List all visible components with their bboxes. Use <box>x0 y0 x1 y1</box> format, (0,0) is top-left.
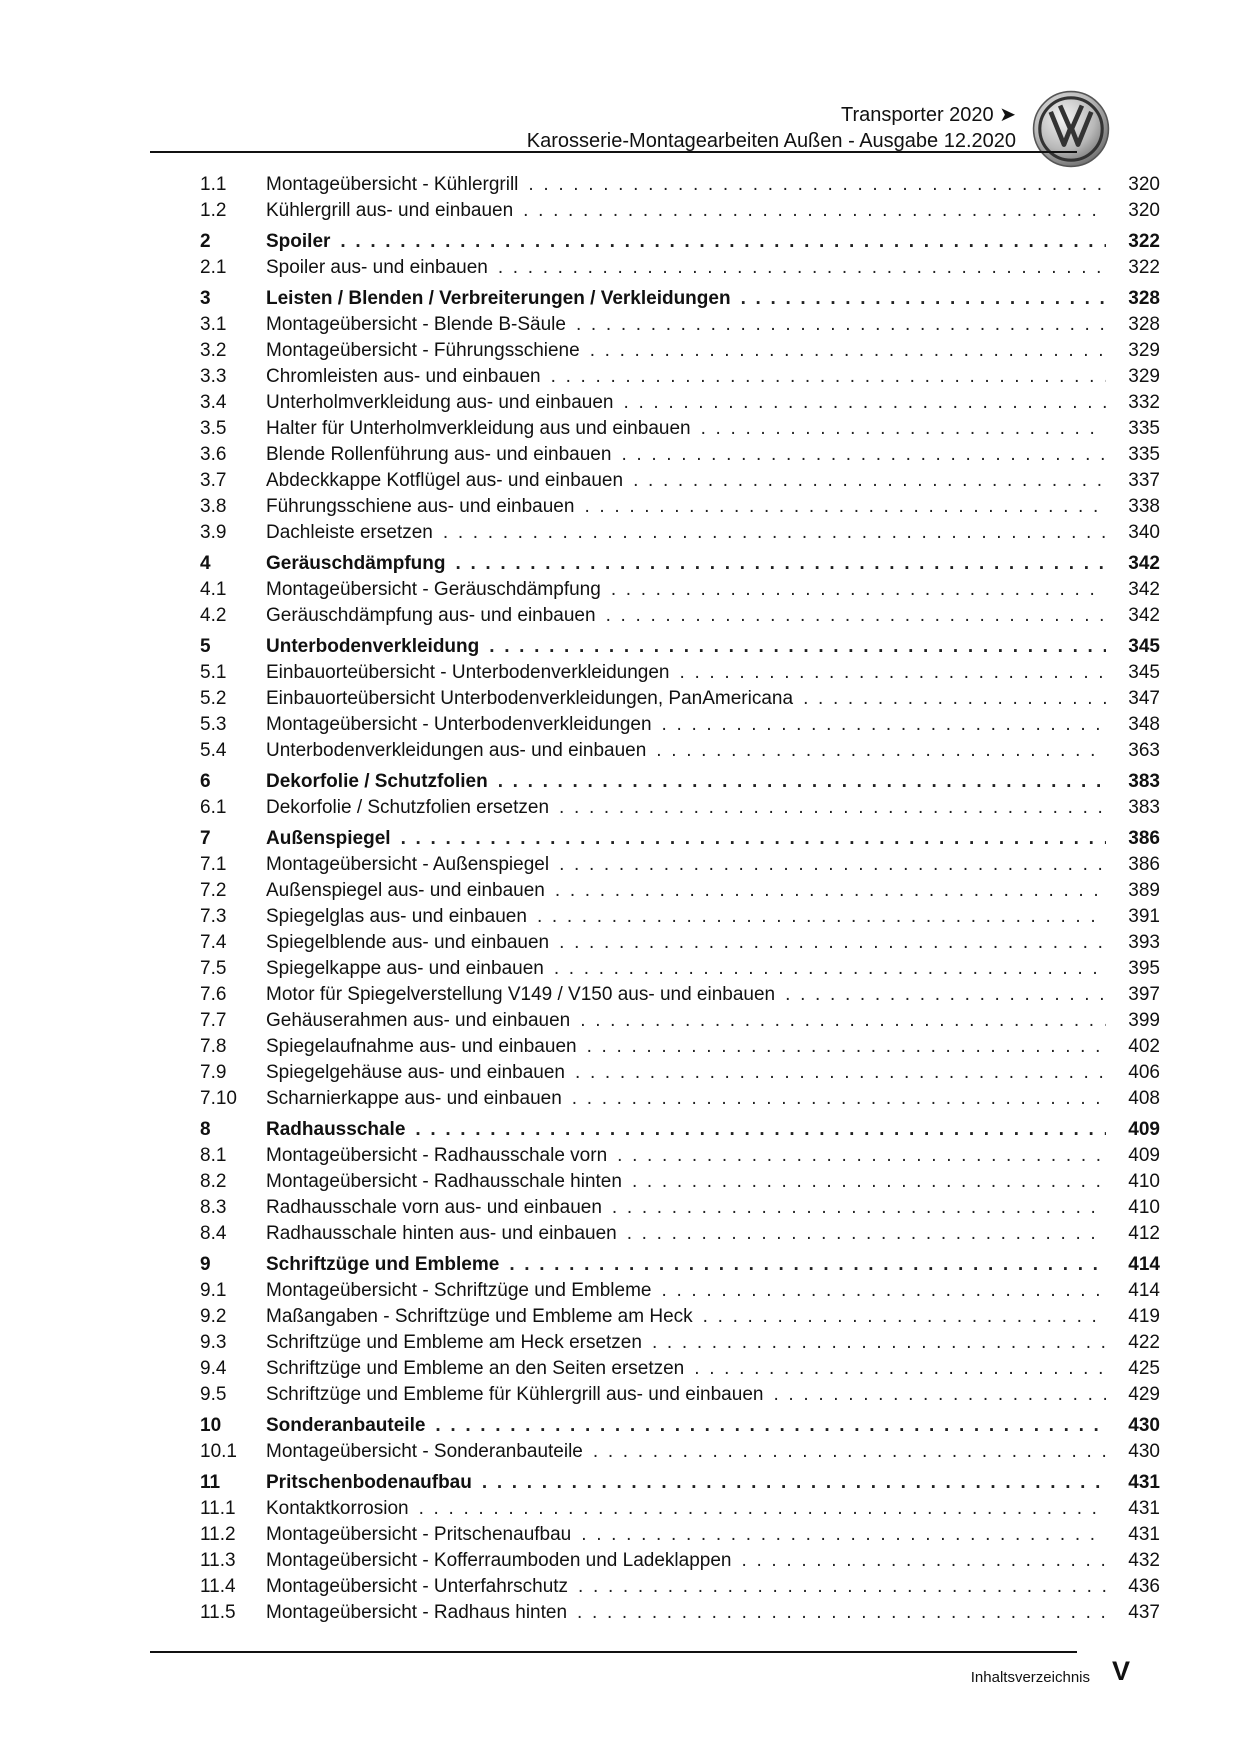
toc-entry-page: 386 <box>1128 828 1160 849</box>
toc-entry-page: 342 <box>1128 553 1160 574</box>
toc-entry-row[interactable] <box>200 494 1160 520</box>
toc-entry-number: 5 <box>200 636 211 657</box>
toc-dot-leader <box>612 1195 1106 1221</box>
toc-entry-page: 425 <box>1128 1358 1160 1379</box>
toc-dot-leader <box>572 1086 1106 1112</box>
toc-entry-number: 11.4 <box>200 1576 236 1597</box>
toc-dot-leader <box>415 1117 1106 1143</box>
toc-entry-row[interactable] <box>200 1086 1160 1112</box>
toc-entry-title: Geräuschdämpfung <box>266 553 446 574</box>
toc-entry-page: 335 <box>1128 444 1160 465</box>
toc-dot-leader <box>587 1034 1106 1060</box>
toc-dot-leader <box>785 982 1106 1008</box>
toc-dot-leader <box>443 520 1106 546</box>
toc-entry-row[interactable] <box>200 1143 1160 1169</box>
toc-entry-title: Geräuschdämpfung aus- und einbauen <box>266 605 596 626</box>
toc-entry-page: 406 <box>1128 1062 1160 1083</box>
toc-entry-title: Montageübersicht - Unterfahrschutz <box>266 1576 569 1597</box>
toc-entry-number: 11.3 <box>200 1550 236 1571</box>
toc-entry-title: Spiegelaufnahme aus- und einbauen <box>266 1036 577 1057</box>
footer-section-label: Inhaltsverzeichnis <box>970 1669 1090 1686</box>
header-title-line: Karosserie-Montagearbeiten Außen - Ausgabe 12.2020 <box>526 130 1016 152</box>
toc-entry-page: 322 <box>1128 257 1160 278</box>
toc-dot-leader <box>624 390 1106 416</box>
toc-entry-number: 3.1 <box>200 314 227 335</box>
toc-entry-title: Unterbodenverkleidung <box>266 636 480 657</box>
toc-entry-page: 431 <box>1128 1498 1160 1519</box>
toc-chapter-row[interactable] <box>200 1117 1160 1143</box>
toc-entry-row[interactable] <box>200 795 1160 821</box>
toc-dot-leader <box>627 1221 1106 1247</box>
toc-entry-number: 3 <box>200 288 211 309</box>
toc-entry-row[interactable] <box>200 255 1160 281</box>
toc-entry-page: 429 <box>1128 1384 1160 1405</box>
toc-entry-page: 348 <box>1128 714 1160 735</box>
toc-dot-leader <box>340 229 1106 255</box>
toc-entry-number: 9.4 <box>200 1358 227 1379</box>
toc-entry-title: Einbauorteübersicht Unterbodenverkleidungen, PanAmericana <box>266 688 794 709</box>
toc-entry-row[interactable] <box>200 1060 1160 1086</box>
toc-dot-leader <box>523 198 1106 224</box>
toc-dot-leader <box>606 603 1106 629</box>
toc-entry-title: Schriftzüge und Embleme am Heck ersetzen <box>266 1332 642 1353</box>
toc-entry-page: 320 <box>1128 174 1160 195</box>
toc-entry-page: 414 <box>1128 1280 1160 1301</box>
toc-entry-title: Außenspiegel <box>266 828 391 849</box>
toc-entry-number: 11.5 <box>200 1602 236 1623</box>
toc-entry-number: 7.3 <box>200 906 227 927</box>
toc-entry-number: 8.3 <box>200 1197 227 1218</box>
toc-entry-page: 345 <box>1128 636 1160 657</box>
toc-entry-title: Radhausschale <box>266 1119 406 1140</box>
toc-entry-number: 3.5 <box>200 418 227 439</box>
toc-entry-page: 408 <box>1128 1088 1160 1109</box>
toc-entry-title: Montageübersicht - Geräuschdämpfung <box>266 579 601 600</box>
toc-entry-page: 419 <box>1128 1306 1160 1327</box>
toc-entry-title: Schriftzüge und Embleme <box>266 1254 500 1275</box>
toc-dot-leader <box>662 712 1106 738</box>
toc-dot-leader <box>559 795 1106 821</box>
toc-dot-leader <box>559 852 1106 878</box>
toc-entry-title: Abdeckkappe Kotflügel aus- und einbauen <box>266 470 624 491</box>
toc-entry-title: Montageübersicht - Blende B-Säule <box>266 314 566 335</box>
toc-chapter-row[interactable] <box>200 769 1160 795</box>
toc-entry-page: 383 <box>1128 797 1160 818</box>
toc-entry-number: 7.8 <box>200 1036 227 1057</box>
toc-entry-page: 322 <box>1128 231 1160 252</box>
toc-entry-number: 7.7 <box>200 1010 227 1031</box>
toc-entry-page: 329 <box>1128 340 1160 361</box>
toc-entry-page: 345 <box>1128 662 1160 683</box>
toc-entry-row[interactable] <box>200 172 1160 198</box>
toc-entry-title: Spiegelblende aus- und einbauen <box>266 932 550 953</box>
toc-entry-page: 414 <box>1128 1254 1160 1275</box>
toc-entry-page: 386 <box>1128 854 1160 875</box>
toc-entry-title: Montageübersicht - Kofferraumboden und Ladeklappen <box>266 1550 732 1571</box>
toc-entry-title: Blende Rollenführung aus- und einbauen <box>266 444 612 465</box>
toc-entry-row[interactable] <box>200 390 1160 416</box>
toc-entry-number: 8 <box>200 1119 211 1140</box>
toc-entry-title: Spoiler aus- und einbauen <box>266 257 488 278</box>
toc-entry-page: 432 <box>1128 1550 1160 1571</box>
toc-entry-page: 397 <box>1128 984 1160 1005</box>
toc-entry-title: Pritschenbodenaufbau <box>266 1472 472 1493</box>
toc-entry-number: 7.5 <box>200 958 227 979</box>
toc-entry-number: 7.9 <box>200 1062 227 1083</box>
toc-dot-leader <box>679 660 1106 686</box>
toc-entry-number: 3.9 <box>200 522 227 543</box>
toc-entry-page: 409 <box>1128 1119 1160 1140</box>
table-of-contents <box>200 172 1160 1626</box>
toc-entry-title: Außenspiegel aus- und einbauen <box>266 880 545 901</box>
toc-entry-number: 9.2 <box>200 1306 227 1327</box>
toc-entry-title: Montageübersicht - Radhausschale hinten <box>266 1171 622 1192</box>
toc-dot-leader <box>773 1382 1106 1408</box>
toc-entry-page: 329 <box>1128 366 1160 387</box>
toc-entry-number: 7.6 <box>200 984 227 1005</box>
toc-dot-leader <box>578 1574 1106 1600</box>
toc-entry-title: Spiegelkappe aus- und einbauen <box>266 958 544 979</box>
toc-dot-leader <box>611 577 1106 603</box>
toc-entry-page: 410 <box>1128 1171 1160 1192</box>
toc-dot-leader <box>803 686 1106 712</box>
toc-entry-page: 430 <box>1128 1415 1160 1436</box>
toc-entry-row[interactable] <box>200 930 1160 956</box>
toc-entry-row[interactable] <box>200 1169 1160 1195</box>
toc-entry-number: 4.2 <box>200 605 227 626</box>
toc-entry-page: 328 <box>1128 288 1160 309</box>
toc-dot-leader <box>559 930 1106 956</box>
toc-chapter-row[interactable] <box>200 1252 1160 1278</box>
toc-entry-row[interactable] <box>200 603 1160 629</box>
toc-entry-number: 11 <box>200 1472 221 1493</box>
toc-entry-number: 1.1 <box>200 174 227 195</box>
toc-entry-title: Radhausschale vorn aus- und einbauen <box>266 1197 602 1218</box>
toc-entry-page: 347 <box>1128 688 1160 709</box>
toc-entry-number: 8.4 <box>200 1223 227 1244</box>
toc-dot-leader <box>401 826 1106 852</box>
toc-entry-page: 335 <box>1128 418 1160 439</box>
toc-entry-title: Schriftzüge und Embleme für Kühlergrill aus- und einbauen <box>266 1384 764 1405</box>
toc-dot-leader <box>701 416 1106 442</box>
toc-dot-leader <box>593 1439 1106 1465</box>
toc-dot-leader <box>509 1252 1106 1278</box>
toc-dot-leader <box>528 172 1106 198</box>
toc-entry-page: 342 <box>1128 605 1160 626</box>
toc-entry-number: 7.2 <box>200 880 227 901</box>
toc-entry-page: 337 <box>1128 470 1160 491</box>
toc-entry-number: 6 <box>200 771 211 792</box>
toc-entry-title: Unterholmverkleidung aus- und einbauen <box>266 392 614 413</box>
toc-chapter-row[interactable] <box>200 229 1160 255</box>
toc-entry-row[interactable] <box>200 1195 1160 1221</box>
toc-entry-title: Gehäuserahmen aus- und einbauen <box>266 1010 571 1031</box>
toc-dot-leader <box>498 769 1106 795</box>
toc-entry-title: Chromleisten aus- und einbauen <box>266 366 541 387</box>
toc-entry-title: Montageübersicht - Kühlergrill <box>266 174 519 195</box>
toc-entry-page: 422 <box>1128 1332 1160 1353</box>
toc-entry-number: 3.3 <box>200 366 227 387</box>
toc-chapter-row[interactable] <box>200 826 1160 852</box>
toc-dot-leader <box>741 1548 1106 1574</box>
toc-dot-leader <box>419 1496 1106 1522</box>
toc-entry-number: 7 <box>200 828 211 849</box>
toc-entry-title: Spiegelglas aus- und einbauen <box>266 906 527 927</box>
toc-entry-number: 5.3 <box>200 714 227 735</box>
toc-entry-number: 11.2 <box>200 1524 236 1545</box>
toc-entry-page: 340 <box>1128 522 1160 543</box>
toc-entry-row[interactable] <box>200 712 1160 738</box>
toc-entry-number: 3.6 <box>200 444 227 465</box>
toc-entry-title: Montageübersicht - Führungsschiene <box>266 340 580 361</box>
toc-entry-row[interactable] <box>200 1382 1160 1408</box>
toc-entry-number: 2.1 <box>200 257 227 278</box>
toc-entry-row[interactable] <box>200 904 1160 930</box>
toc-entry-number: 5.1 <box>200 662 227 683</box>
toc-entry-page: 399 <box>1128 1010 1160 1031</box>
toc-entry-row[interactable] <box>200 1278 1160 1304</box>
toc-dot-leader <box>652 1330 1106 1356</box>
toc-dot-leader <box>577 1600 1106 1626</box>
toc-chapter-row[interactable] <box>200 1470 1160 1496</box>
toc-dot-leader <box>555 878 1106 904</box>
toc-entry-row[interactable] <box>200 1600 1160 1626</box>
toc-dot-leader <box>537 904 1106 930</box>
toc-entry-title: Kontaktkorrosion <box>266 1498 409 1519</box>
toc-entry-row[interactable] <box>200 660 1160 686</box>
toc-entry-number: 9.1 <box>200 1280 227 1301</box>
toc-entry-page: 342 <box>1128 579 1160 600</box>
toc-entry-number: 10 <box>200 1415 222 1436</box>
toc-dot-leader <box>584 494 1106 520</box>
toc-entry-page: 383 <box>1128 771 1160 792</box>
toc-entry-row[interactable] <box>200 1574 1160 1600</box>
toc-entry-number: 7.4 <box>200 932 227 953</box>
toc-dot-leader <box>498 255 1106 281</box>
toc-entry-title: Dekorfolie / Schutzfolien <box>266 771 488 792</box>
toc-dot-leader <box>741 286 1106 312</box>
toc-entry-page: 391 <box>1128 906 1160 927</box>
toc-entry-row[interactable] <box>200 577 1160 603</box>
header-text <box>527 102 1016 154</box>
toc-entry-row[interactable] <box>200 520 1160 546</box>
toc-entry-number: 3.8 <box>200 496 227 517</box>
toc-entry-number: 9.5 <box>200 1384 227 1405</box>
toc-entry-page: 412 <box>1128 1223 1160 1244</box>
toc-entry-title: Dachleiste ersetzen <box>266 522 433 543</box>
toc-dot-leader <box>617 1143 1106 1169</box>
vw-logo-icon <box>1032 90 1110 168</box>
toc-dot-leader <box>621 442 1106 468</box>
toc-dot-leader <box>435 1413 1106 1439</box>
toc-entry-title: Montageübersicht - Unterbodenverkleidungen <box>266 714 652 735</box>
toc-entry-number: 3.7 <box>200 470 227 491</box>
toc-entry-number: 2 <box>200 231 211 252</box>
toc-dot-leader <box>455 551 1106 577</box>
toc-entry-page: 395 <box>1128 958 1160 979</box>
toc-entry-row[interactable] <box>200 1496 1160 1522</box>
toc-entry-title: Montageübersicht - Schriftzüge und Embleme <box>266 1280 652 1301</box>
toc-entry-title: Einbauorteübersicht - Unterbodenverkleidungen <box>266 662 670 683</box>
toc-entry-number: 3.4 <box>200 392 227 413</box>
toc-entry-number: 4.1 <box>200 579 227 600</box>
toc-entry-row[interactable] <box>200 1548 1160 1574</box>
toc-dot-leader <box>575 1060 1106 1086</box>
toc-dot-leader <box>489 634 1106 660</box>
toc-entry-row[interactable] <box>200 1522 1160 1548</box>
toc-entry-number: 5.4 <box>200 740 227 761</box>
toc-entry-page: 393 <box>1128 932 1160 953</box>
toc-chapter-row[interactable] <box>200 551 1160 577</box>
toc-dot-leader <box>656 738 1106 764</box>
toc-chapter-row[interactable] <box>200 1413 1160 1439</box>
toc-entry-title: Sonderanbauteile <box>266 1415 426 1436</box>
toc-entry-page: 328 <box>1128 314 1160 335</box>
toc-entry-row[interactable] <box>200 852 1160 878</box>
toc-entry-number: 6.1 <box>200 797 227 818</box>
toc-entry-title: Montageübersicht - Radhaus hinten <box>266 1602 568 1623</box>
header-model-line: Transporter 2020 ➤ <box>841 104 1016 126</box>
toc-entry-row[interactable] <box>200 1439 1160 1465</box>
toc-entry-title: Scharnierkappe aus- und einbauen <box>266 1088 562 1109</box>
header-divider <box>150 151 1077 153</box>
toc-entry-title: Maßangaben - Schriftzüge und Embleme am Heck <box>266 1306 693 1327</box>
toc-dot-leader <box>580 1008 1106 1034</box>
toc-entry-number: 1.2 <box>200 200 227 221</box>
toc-entry-page: 436 <box>1128 1576 1160 1597</box>
toc-entry-title: Unterbodenverkleidungen aus- und einbauen <box>266 740 647 761</box>
toc-entry-row[interactable] <box>200 878 1160 904</box>
toc-dot-leader <box>703 1304 1106 1330</box>
toc-entry-title: Führungsschiene aus- und einbauen <box>266 496 575 517</box>
toc-dot-leader <box>590 338 1106 364</box>
toc-entry-title: Schriftzüge und Embleme an den Seiten ersetzen <box>266 1358 685 1379</box>
toc-entry-number: 7.1 <box>200 854 227 875</box>
toc-entry-title: Halter für Unterholmverkleidung aus und einbauen <box>266 418 691 439</box>
toc-entry-page: 431 <box>1128 1472 1160 1493</box>
toc-entry-row[interactable] <box>200 1330 1160 1356</box>
toc-entry-number: 9 <box>200 1254 211 1275</box>
toc-dot-leader <box>694 1356 1106 1382</box>
toc-entry-title: Montageübersicht - Pritschenaufbau <box>266 1524 572 1545</box>
toc-entry-page: 363 <box>1128 740 1160 761</box>
toc-entry-title: Dekorfolie / Schutzfolien ersetzen <box>266 797 550 818</box>
page-header <box>150 90 1110 152</box>
toc-entry-title: Radhausschale hinten aus- und einbauen <box>266 1223 617 1244</box>
toc-entry-page: 320 <box>1128 200 1160 221</box>
toc-entry-row[interactable] <box>200 1221 1160 1247</box>
toc-entry-title: Motor für Spiegelverstellung V149 / V150 aus- und einbauen <box>266 984 776 1005</box>
toc-entry-page: 430 <box>1128 1441 1160 1462</box>
toc-entry-title: Montageübersicht - Außenspiegel <box>266 854 550 875</box>
toc-entry-page: 402 <box>1128 1036 1160 1057</box>
toc-entry-title: Montageübersicht - Sonderanbauteile <box>266 1441 583 1462</box>
toc-entry-number: 10.1 <box>200 1441 237 1462</box>
toc-dot-leader <box>581 1522 1106 1548</box>
toc-entry-title: Spoiler <box>266 231 331 252</box>
toc-dot-leader <box>482 1470 1106 1496</box>
toc-entry-title: Spiegelgehäuse aus- und einbauen <box>266 1062 565 1083</box>
toc-entry-row[interactable] <box>200 364 1160 390</box>
toc-entry-row[interactable] <box>200 956 1160 982</box>
toc-entry-row[interactable] <box>200 1356 1160 1382</box>
toc-entry-page: 410 <box>1128 1197 1160 1218</box>
toc-entry-row[interactable] <box>200 982 1160 1008</box>
toc-dot-leader <box>576 312 1106 338</box>
toc-entry-number: 11.1 <box>200 1498 236 1519</box>
toc-entry-number: 8.2 <box>200 1171 227 1192</box>
toc-entry-number: 5.2 <box>200 688 227 709</box>
toc-entry-row[interactable] <box>200 1304 1160 1330</box>
toc-dot-leader <box>633 468 1106 494</box>
toc-entry-number: 9.3 <box>200 1332 227 1353</box>
toc-entry-page: 409 <box>1128 1145 1160 1166</box>
toc-entry-title: Kühlergrill aus- und einbauen <box>266 200 514 221</box>
toc-entry-row[interactable] <box>200 198 1160 224</box>
toc-dot-leader <box>551 364 1106 390</box>
toc-entry-page: 431 <box>1128 1524 1160 1545</box>
toc-entry-row[interactable] <box>200 468 1160 494</box>
toc-entry-row[interactable] <box>200 1008 1160 1034</box>
toc-entry-row[interactable] <box>200 1034 1160 1060</box>
toc-entry-row[interactable] <box>200 686 1160 712</box>
toc-chapter-row[interactable] <box>200 634 1160 660</box>
toc-entry-page: 389 <box>1128 880 1160 901</box>
toc-entry-title: Montageübersicht - Radhausschale vorn <box>266 1145 608 1166</box>
toc-entry-page: 332 <box>1128 392 1160 413</box>
toc-entry-row[interactable] <box>200 442 1160 468</box>
toc-entry-number: 4 <box>200 553 211 574</box>
footer-divider <box>150 1651 1077 1653</box>
toc-entry-page: 437 <box>1128 1602 1160 1623</box>
toc-dot-leader <box>554 956 1106 982</box>
toc-dot-leader <box>632 1169 1106 1195</box>
toc-entry-row[interactable] <box>200 416 1160 442</box>
toc-chapter-row[interactable] <box>200 286 1160 312</box>
toc-entry-page: 338 <box>1128 496 1160 517</box>
toc-entry-row[interactable] <box>200 738 1160 764</box>
toc-dot-leader <box>661 1278 1106 1304</box>
toc-entry-row[interactable] <box>200 338 1160 364</box>
toc-entry-title: Leisten / Blenden / Verbreiterungen / Verkleidungen <box>266 288 731 309</box>
toc-entry-row[interactable] <box>200 312 1160 338</box>
toc-entry-number: 3.2 <box>200 340 227 361</box>
toc-entry-number: 8.1 <box>200 1145 227 1166</box>
toc-entry-number: 7.10 <box>200 1088 237 1109</box>
footer-page-number: V <box>1111 1656 1130 1686</box>
